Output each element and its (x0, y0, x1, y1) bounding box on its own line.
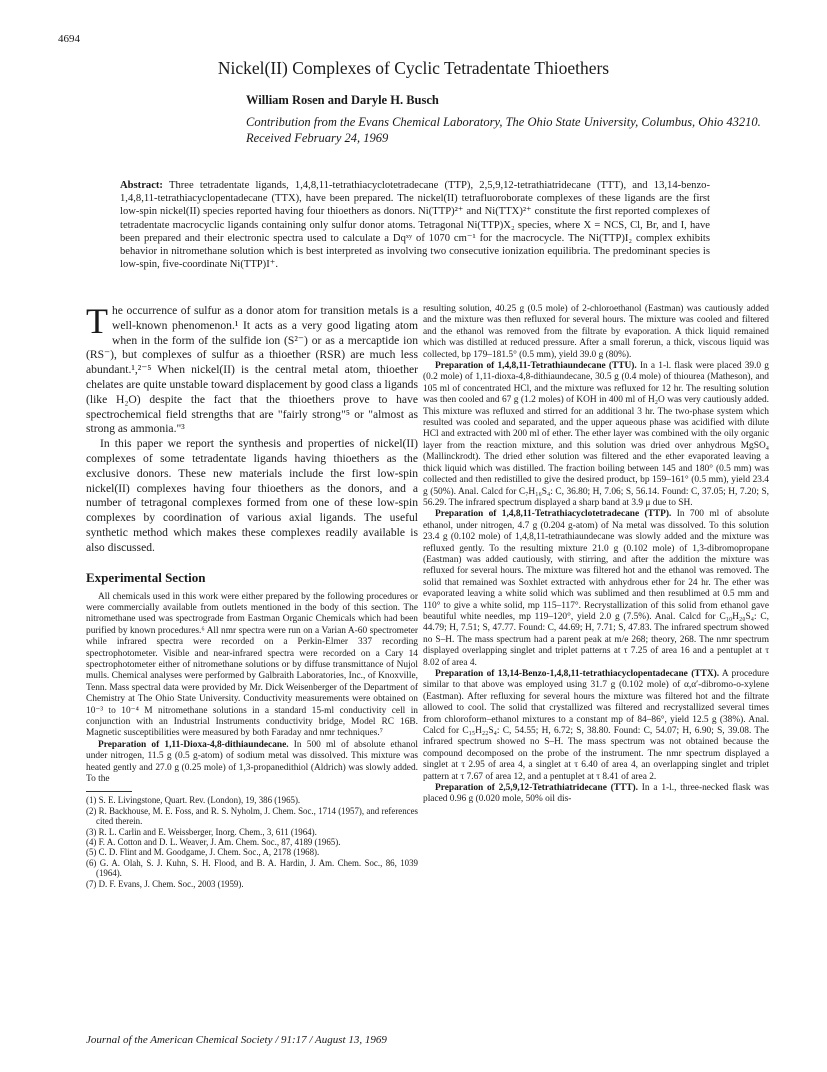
dioxa-dithiaundecane-heading: Preparation of 1,11-Dioxa-4,8-dithiaundecane. (98, 739, 289, 750)
footnote-rule (86, 791, 132, 792)
footnotes (86, 795, 418, 889)
footnote: (7) D. F. Evans, J. Chem. Soc., 2003 (1959). (86, 878, 244, 889)
footnote: (5) C. D. Flint and M. Goodgame, J. Chem. Soc., A, 2178 (1968). (86, 847, 320, 858)
right-paragraph-1: resulting solution, 40.25 g (0.5 mole) of 2-chloroethanol (Eastman) was cautiously added and the mixture was then refluxed for several hours. The mixture was cooled and filtered and the ethanol was removed from the filtrate by evaporation. A thick liquid remained which was distilled at reduced pressure. After a small forerun, a thick, viscous liquid was collected, bp 179–181.5° (0.5 mm), yield 39.0 g (80%). (423, 304, 769, 360)
ttu-heading: Preparation of 1,4,8,11-Tetrathiaundecane (TTU). (435, 361, 637, 372)
experimental-paragraph-2 (86, 740, 418, 786)
drop-cap: T (86, 301, 108, 341)
ttu-paragraph (423, 361, 769, 509)
footnote: (4) F. A. Cotton and D. L. Weaver, J. Am. Chem. Soc., 87, 4189 (1965). (86, 837, 341, 848)
ttx-text: A procedure similar to that above was employed using 31.7 g (0.102 mole) of α,α′-dibromo-o-xylene (Eastman). After refluxing for several hours the mixture was filtered hot and the filtrate allowed to cool. The solid that crystallized was filtered and recrystallized several times from chloroform–ethanol mixtures to a constant mp of 84–86°, yield 12.5 g (38%). Anal. Calcd for C₁₅H₂₂S₄: C, 54.55; H, 6.72; S, 38.80. Found: C, 54.07; H, 6.90; S, 39.08. The infrared spectrum showed no S–H. The mass spectrum was not obtained because the compound decomposed on the probe of the instrument. The nmr spectrum displayed a singlet at τ 2.95 of area 4, a singlet at τ 6.40 of area 4, an overlapping singlet and triplet pattern at τ 7.67 of area 12, and a pentuplet at τ 8.41 of area 2. (423, 669, 770, 782)
ttt-heading: Preparation of 2,5,9,12-Tetrathiatridecane (TTT). (435, 783, 638, 794)
journal-footer: Journal of the American Chemical Society / 91:17 / August 13, 1969 (86, 1034, 387, 1046)
footnote: (2) R. Backhouse, M. E. Foss, and R. S. Nyholm, J. Chem. Soc., 1714 (1957), and references cited therein. (86, 805, 418, 827)
experimental-paragraph-1: All chemicals used in this work were either prepared by the following procedures or were commercially available from outlets mentioned in the body of this section. The nitromethane used was spectrograde from Eastman Organic Chemicals which had been purified by known procedures.⁶ All nmr spectra were run on a Varian A-60 spectrometer while infrared spectra were recorded on a Perkin-Elmer 337 recording spectrophotometer. Visible and near-infrared spectra were recorded on a Cary 14 spectrophotometer either of nitromethane solutions or by diffuse transmittance of Nujol mulls. Chemical analyses were performed by Galbraith Laboratories, Inc., of Knoxville, Tenn. Mass spectral data were provided by Mr. Dick Weisenberger of the Department of Chemistry at The Ohio State University. Conductivity measurements were obtained on 10⁻³ to 10⁻⁴ M nitromethane solutions in a standard 15-ml conductivity cell in conjunction with an Industrial Instruments conductivity bridge, Model RC 16B. Magnetic susceptibilities were measured by both Faraday and nmr techniques.⁷ (86, 591, 418, 739)
left-column (86, 301, 419, 889)
article-title: Nickel(II) Complexes of Cyclic Tetradentate Thioethers (217, 58, 610, 78)
intro-paragraph-2: In this paper we report the synthesis and properties of nickel(II) complexes of some tetradentate ligands having thioethers as the exclusive donors. These new materials include the first low-spin nickel(II) complexes having four thioethers as the donors, and a number of tetragonal complexes formed from one of these low-spin complexes by coordination of various axial ligands. The useful synthetic method which makes these complexes readily available is also discussed. (86, 437, 418, 554)
abstract-label: Abstract: (120, 180, 163, 191)
ttx-heading: Preparation of 13,14-Benzo-1,4,8,11-tetrathiacyclopentadecane (TTX). (435, 669, 720, 679)
footnote: (6) G. A. Olah, S. J. Kuhn, S. H. Flood, and B. A. Hardin, J. Am. Chem. Soc., 86, 1039 (1964). (86, 857, 418, 879)
ttt-paragraph (423, 783, 769, 806)
footnote: (3) R. L. Carlin and E. Weissberger, Inorg. Chem., 3, 611 (1964). (86, 826, 317, 837)
abstract-text: Three tetradentate ligands, 1,4,8,11-tetrathiacyclotetradecane (TTP), 2,5,9,12-tetrathiatridecane (TTT), and 13,14-benzo-1,4,8,11-tetrathiacyclopentadecane (TTX), have been prepared. The nickel(II) tetrafluoroborate complexes of these ligands are the first low-spin nickel(II) species reported having four thioethers as donors. Ni(TTP)²⁺ and Ni(TTX)²⁺ constitute the first reported complexes of tetradentate macrocyclic ligands containing only sulfur donor atoms. Tetragonal Ni(TTP)X₂ species, where X = NCS, Cl, Br, and I, have been prepared and their electronic spectra used to calculate a Dqˣʸ of 1070 cm⁻¹ for the macrocycle. The Ni(TTP)I₂ complex exhibits behavior in nitromethane solution which is best interpreted as involving two consecutive ionization equilibria. The predominant species is low-spin, five-coordinate Ni(TTP)I⁺. (120, 180, 710, 271)
ttp-paragraph (423, 509, 769, 669)
ttp-text: In 700 ml of absolute ethanol, under nitrogen, 4.7 g (0.204 g-atom) of Na metal was dissolved. To this solution 23.4 g (0.102 mole) of 1,4,8,11-tetrathiaundecane was slowly added and the mixture was refluxed gently. To the resulting mixture 21.0 g (0.102 mole) of 1,3-dibromopropane (Eastman) was added cautiously, with stirring, and after the addition the mixture was refluxed for several hours. The mixture was filtered hot and the ethanol was removed. The solid that remained was Soxhlet extracted with anhydrous ether for 24 hr. The ether was evaporated leaving a white solid which was sublimed and then resublimed at 0.5 mm and 110° to give a white solid, mp 115–117°. Recrystallization of this solid from ethanol gave beautiful white needles, mp 119–120°, yield 2.0 g (7.5%). Anal. Calcd for C₁₀H₂₀S₄: C, 44.79; H, 7.51; S, 47.77. Found: C, 44.69; H, 7.71; S, 47.83. The infrared spectrum showed no S–H. The mass spectrum had a parent peak at m/e 268; theory, 268. The nmr spectrum displayed overlapping singlet and triplet patterns at τ 7.25 of area 16 and a pentuplet at τ 8.02 of area 4. (423, 509, 769, 668)
ttu-text: In a 1-l. flask were placed 39.0 g (0.2 mole) of 1,11-dioxa-4,8-dithiaundecane, 30.5 g (0.4 mole) of thiourea (Matheson), and 105 ml of concentrated HCl, and the mixture was refluxed for 12 hr. The resulting solution was then cooled and 67 g (1.2 moles) of KOH in 400 ml of H₂O was very cautiously added. This mixture was refluxed and stirred for an additional 3 hr. The two-phase system which resulted was cooled and separated, and the upper aqueous phase was acidified with dilute HCl and extracted with 200 ml of ether. The ether layer was combined with the oily organic layer from the reaction mixture, and this solution was dried over anhydrous MgSO₄ (Mallinckrodt). The dried ether solution was filtered and the ether evaporated leaving a thick liquid which was distilled. The fraction boiling between 145 and 180° (0.5 mm) was collected and then redistilled to give the desired product, bp 159–161° (0.5 mm), yield 23.4 g (50%). Anal. Calcd for C₇H₁₆S₄: C, 36.80; H, 7.06; S, 56.14. Found: C, 37.05; H, 7.20; S, 56.29. The infrared spectrum displayed a sharp band at 3.9 μ due to SH. (423, 361, 769, 508)
page-number: 4694 (58, 33, 80, 45)
footnote: (1) S. E. Livingstone, Quart. Rev. (London), 19, 386 (1965). (86, 795, 301, 806)
ttp-heading: Preparation of 1,4,8,11-Tetrathiacyclotetradecane (TTP). (435, 509, 672, 520)
intro-paragraph-1-text: he occurrence of sulfur as a donor atom for transition metals is a well-known phenomenon.¹ It acts as a very good ligating atom when in the form of the sulfide ion (S²⁻) or as a mercaptide ion (RS⁻), but complexes of sulfur as a thioether (RSR) are much less abundant.¹,²⁻⁵ When nickel(II) is the central metal atom, thioether chelates are quite unstable toward displacement by good class a ligands (like H₂O) despite the fact that the thioethers prove to have spectrochemical field strengths that are "fairly strong"⁵ or "almost as strong as ammonia."³ (86, 304, 418, 436)
ttx-paragraph (423, 669, 769, 783)
dioxa-dithiaundecane-text: In 500 ml of absolute ethanol under nitrogen, 11.5 g (0.5 g-atom) of sodium metal was dissolved. This mixture was heated gently and 27.0 g (0.25 mole) of 1,3-propanedithiol (Aldrich) was slowly added. To the (86, 739, 419, 785)
right-column (423, 304, 769, 806)
intro-paragraph-1 (86, 301, 418, 437)
affiliation: Contribution from the Evans Chemical Laboratory, The Ohio State University, Columbus, Ohio 43210. Received February 24, 1969 (246, 115, 761, 145)
abstract (120, 179, 710, 271)
ttt-text: In a 1-l., three-necked flask was placed 0.96 g (0.020 mole, 50% oil dis- (423, 783, 769, 805)
authors: William Rosen and Daryle H. Busch (246, 93, 439, 107)
experimental-heading: Experimental Section (86, 569, 206, 585)
